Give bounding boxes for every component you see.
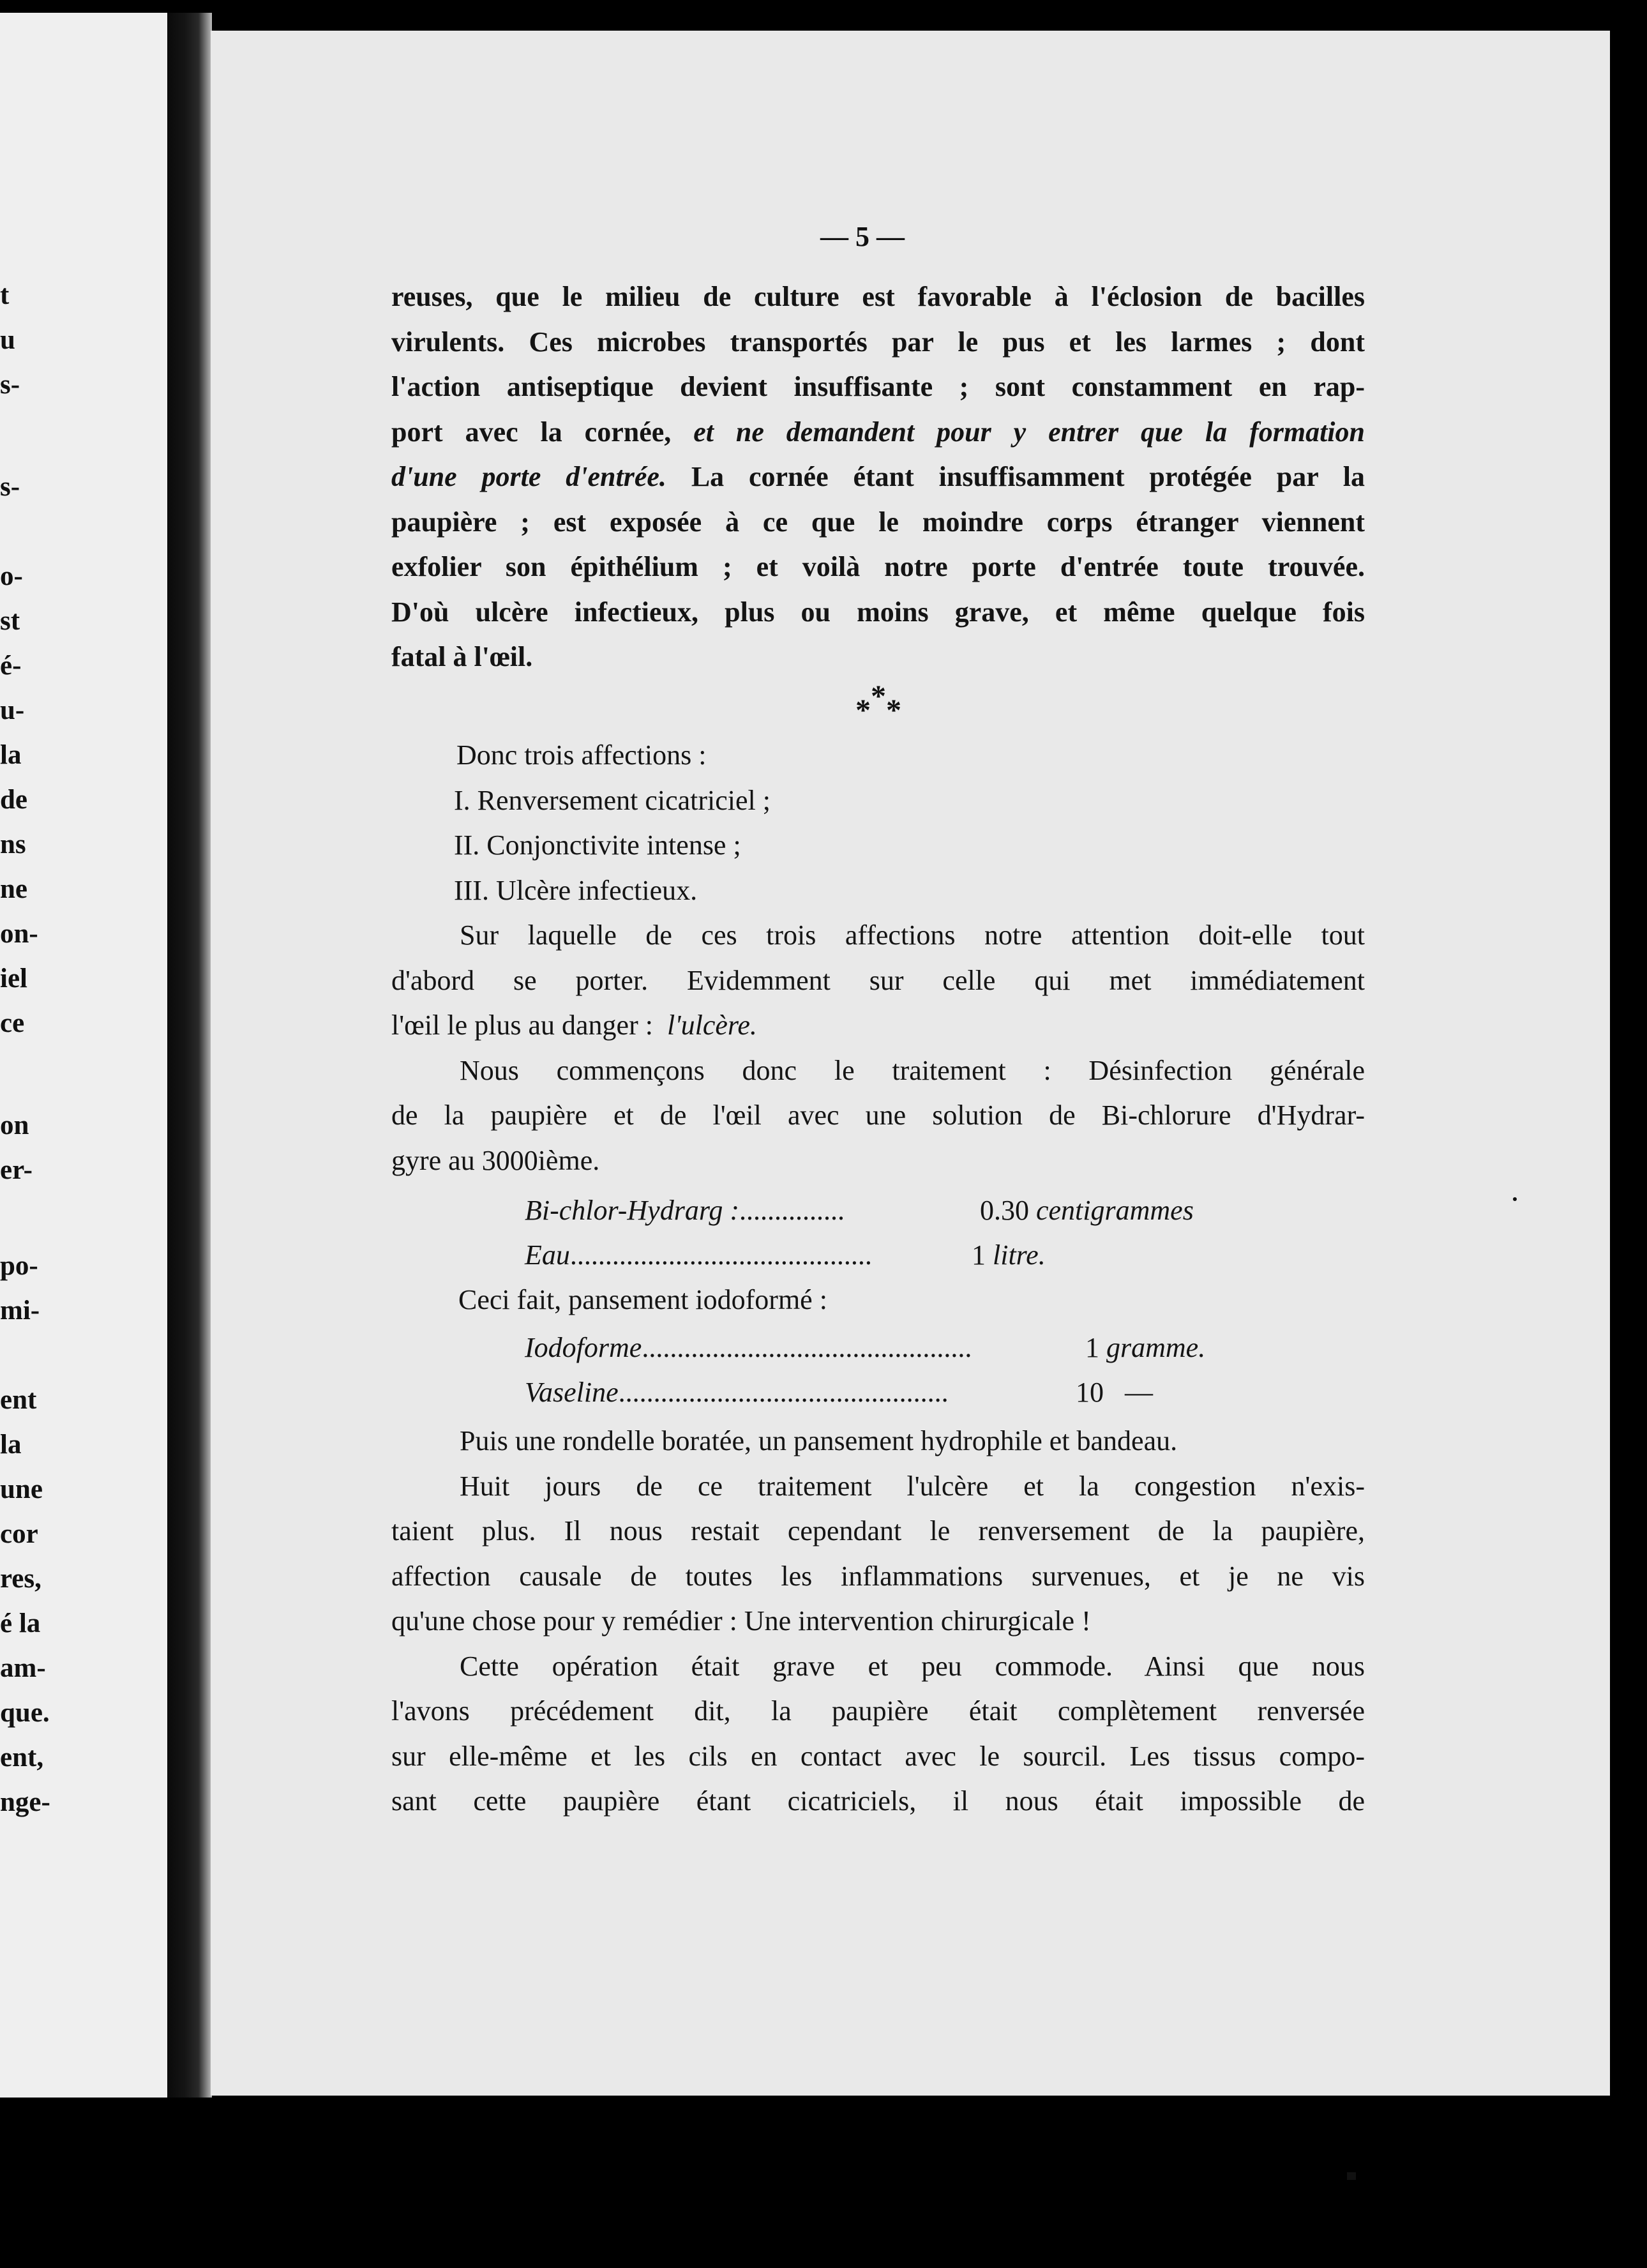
left-fragment: er- bbox=[0, 1155, 33, 1185]
book-gutter bbox=[167, 13, 212, 2098]
rx-dots: ............... bbox=[739, 1195, 845, 1226]
prescription-qty bbox=[1085, 1331, 1205, 1364]
paragraph-4 bbox=[391, 1419, 1365, 1824]
left-fragment: s- bbox=[0, 370, 20, 400]
text-line-mixed bbox=[391, 455, 1365, 500]
rx-unit: — bbox=[1125, 1377, 1153, 1408]
paragraph-1 bbox=[391, 275, 1365, 680]
italic-segment: d'une porte d'entrée. bbox=[391, 461, 666, 492]
list-item: II. Conjonctivite intense ; bbox=[454, 829, 741, 861]
text-line: fatal à l'œil. bbox=[391, 641, 533, 672]
left-fragment: st bbox=[0, 606, 20, 636]
text-line: l'avons précédement dit, la paupière était complètement renversée bbox=[391, 1695, 1365, 1727]
left-fragment: de bbox=[0, 785, 27, 815]
text-line: d'abord se porter. Evidemment sur celle qui met immédiatement bbox=[391, 964, 1365, 996]
page-number: — 5 — bbox=[820, 221, 905, 252]
scan-speck bbox=[1347, 2172, 1356, 2180]
left-fragment: la bbox=[0, 1430, 22, 1460]
left-fragment: on- bbox=[0, 919, 38, 949]
rx-dots: ........................................... bbox=[569, 1239, 872, 1271]
prescription-row bbox=[525, 1376, 949, 1409]
left-fragment: res, bbox=[0, 1564, 41, 1594]
text-line: l'action antiseptique devient insuffisante ; sont constamment en rap- bbox=[391, 371, 1365, 402]
text-segment: La cornée étant insuffisamment protégée par la bbox=[691, 461, 1365, 492]
left-fragment: nge- bbox=[0, 1787, 50, 1817]
rx-dots: ............................................... bbox=[618, 1377, 949, 1408]
text-line: Puis une rondelle boratée, un pansement hydrophile et bandeau. bbox=[460, 1425, 1178, 1456]
prescription-qty bbox=[1076, 1376, 1153, 1409]
text-line: reuses, que le milieu de culture est favorable à l'éclosion de bacilles bbox=[391, 281, 1365, 312]
left-fragment: ent bbox=[0, 1385, 37, 1415]
rx-dots: ............................................... bbox=[642, 1332, 972, 1363]
rx-quantity: 10 bbox=[1076, 1377, 1104, 1408]
text-line: Cette opération était grave et peu commode. Ainsi que nous bbox=[460, 1650, 1365, 1682]
list-item: III. Ulcère infectieux. bbox=[454, 874, 698, 906]
left-fragment: ne bbox=[0, 874, 27, 904]
text-line: exfolier son épithélium ; et voilà notre porte d'entrée toute trouvée. bbox=[391, 551, 1365, 582]
rx-unit: litre. bbox=[993, 1239, 1046, 1271]
italic-segment: l'ulcère. bbox=[666, 1009, 757, 1041]
list-item: I. Renversement cicatriciel ; bbox=[454, 784, 771, 816]
prescription-row bbox=[525, 1194, 845, 1227]
rx-item: Bi-chlor-Hydrarg : bbox=[525, 1195, 739, 1226]
scan-speck bbox=[1513, 1197, 1517, 1201]
prescription-row bbox=[525, 1239, 872, 1271]
left-fragment: s- bbox=[0, 472, 20, 502]
left-fragment: u bbox=[0, 325, 15, 355]
prescription-qty bbox=[972, 1239, 1046, 1271]
left-fragment: é- bbox=[0, 651, 22, 681]
list-intro: Donc trois affections : bbox=[456, 739, 707, 771]
left-fragment: am- bbox=[0, 1653, 46, 1683]
text-segment: port avec la cornée, bbox=[391, 416, 672, 448]
text-line: de la paupière et de l'œil avec une solution de Bi-chlorure d'Hydrar- bbox=[391, 1100, 1365, 1131]
text-line-mixed bbox=[391, 410, 1365, 455]
left-fragment: t bbox=[0, 280, 10, 310]
text-line: Sur laquelle de ces trois affections notre attention doit-elle tout bbox=[460, 919, 1365, 951]
prescription-row bbox=[525, 1331, 972, 1364]
left-fragment: po- bbox=[0, 1251, 38, 1281]
ceci-fait-line: Ceci fait, pansement iodoformé : bbox=[458, 1284, 827, 1315]
rx-quantity: 1 bbox=[1085, 1332, 1099, 1363]
paragraph-2-3 bbox=[391, 913, 1365, 1183]
text-line: paupière ; est exposée à ce que le moindre corps étranger viennent bbox=[391, 506, 1365, 538]
left-fragment: cor bbox=[0, 1519, 38, 1549]
text-line: gyre au 3000ième. bbox=[391, 1144, 600, 1176]
rx-unit: centigrammes bbox=[1036, 1195, 1194, 1226]
text-line: sur elle-même et les cils en contact avec le sourcil. Les tissus compo- bbox=[391, 1740, 1365, 1772]
text-segment: l'œil le plus au danger : bbox=[391, 1009, 653, 1041]
text-line: qu'une chose pour y remédier : Une intervention chirurgicale ! bbox=[391, 1605, 1091, 1637]
separator-glyphs: *** bbox=[855, 679, 901, 727]
rx-unit: gramme. bbox=[1106, 1332, 1206, 1363]
rx-item: Iodoforme bbox=[525, 1332, 642, 1363]
left-fragment: que. bbox=[0, 1698, 50, 1728]
rx-quantity: 0.30 bbox=[980, 1195, 1029, 1226]
text-line: Nous commençons donc le traitement : Désinfection générale bbox=[460, 1054, 1365, 1086]
left-fragment: ns bbox=[0, 829, 26, 859]
left-fragment: o- bbox=[0, 561, 23, 591]
rx-item: Eau bbox=[525, 1239, 570, 1271]
left-fragment: mi- bbox=[0, 1296, 40, 1326]
left-fragment: iel bbox=[0, 964, 27, 994]
left-fragment: ce bbox=[0, 1008, 25, 1038]
rx-quantity: 1 bbox=[972, 1239, 986, 1271]
text-line-mixed bbox=[391, 1003, 1365, 1048]
text-line: Huit jours de ce traitement l'ulcère et la congestion n'exis- bbox=[460, 1470, 1365, 1502]
section-separator bbox=[855, 679, 901, 728]
left-fragment: la bbox=[0, 740, 22, 770]
text-line: virulents. Ces microbes transportés par le pus et les larmes ; dont bbox=[391, 326, 1365, 358]
left-fragment: ent, bbox=[0, 1743, 44, 1773]
italic-segment: et ne demandent pour y entrer que la formation bbox=[693, 416, 1365, 448]
text-line: affection causale de toutes les inflammations survenues, et je ne vis bbox=[391, 1560, 1365, 1592]
text-line: D'où ulcère infectieux, plus ou moins grave, et même quelque fois bbox=[391, 596, 1365, 628]
left-fragment: on bbox=[0, 1110, 29, 1140]
text-line: sant cette paupière étant cicatriciels, il nous était impossible de bbox=[391, 1785, 1365, 1817]
prescription-qty bbox=[980, 1194, 1194, 1227]
affections-list bbox=[456, 733, 1365, 913]
left-fragment: une bbox=[0, 1474, 43, 1504]
rx-item: Vaseline bbox=[525, 1377, 619, 1408]
left-fragment: é la bbox=[0, 1608, 41, 1638]
text-line: taient plus. Il nous restait cependant le renversement de la paupière, bbox=[391, 1515, 1365, 1546]
left-fragment: u- bbox=[0, 695, 25, 725]
